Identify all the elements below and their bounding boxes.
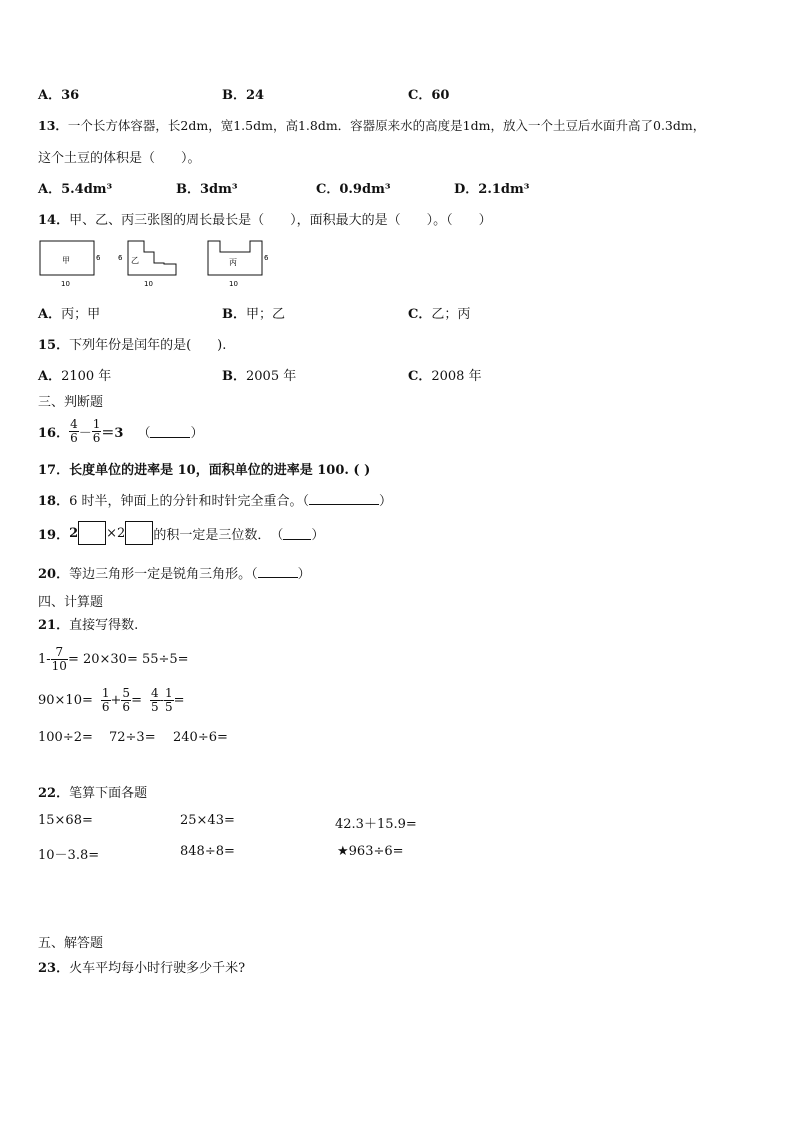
q21-row-3-item-2: 72÷3=	[109, 730, 156, 745]
q15-option-b: B．2005 年	[222, 369, 297, 384]
q19: 19． 2 ×2 的积一定是三位数． （ ）	[38, 521, 324, 545]
q22-row2-item1: 10－3.8=	[38, 848, 100, 863]
figure-jia-width: 10	[61, 280, 70, 288]
q16-fraction-1: $\frac{4}{6}$	[70, 416, 78, 445]
q22-row2-item3: ★963÷6=	[337, 844, 404, 859]
q13-option-b: B．3dm³	[176, 182, 238, 197]
q13-option-d: D．2.1dm³	[454, 182, 530, 197]
q17-text: 17．长度单位的进率是 10，面积单位的进率是 100. ( )	[38, 463, 371, 478]
q16-number: 16．	[38, 425, 70, 441]
figure-jia-label: 甲	[62, 256, 70, 265]
q16-result: ＝3	[101, 425, 124, 441]
q22-row1-item3: 42.3＋15.9=	[335, 817, 417, 832]
figure-yi-height: 6	[118, 254, 123, 262]
q14-option-c: C．乙；丙	[408, 307, 471, 322]
q21-row-3-item-1: 100÷2=	[38, 730, 93, 745]
q22-title: 22．笔算下面各题	[38, 786, 148, 801]
figure-jia	[40, 241, 101, 288]
q21-fraction-4-5: $\frac{4}{5}$	[150, 685, 159, 714]
figure-bing-height: 6	[264, 254, 269, 262]
q22-row1-item2: 25×43=	[180, 813, 235, 828]
q14-option-a: A．丙；甲	[38, 307, 101, 322]
q21-row-1: 1- $\frac{7}{10}$ = 20×30= 55÷5=	[38, 644, 189, 673]
q15-text: 15．下列年份是闰年的是( ).	[38, 338, 227, 353]
q13-text-line2: 这个土豆的体积是（ ）。	[38, 151, 201, 166]
q13-text-line1: 13．一个长方体容器，长2dm，宽1.5dm，高1.8dm．容器原来水的高度是1dm，放入一个土豆后水面升高了0.3dm，	[38, 118, 706, 133]
q22-row2-item2: 848÷8=	[180, 844, 235, 859]
q21-row-3-item-3: 240÷6=	[173, 730, 228, 745]
q14-option-b: B．甲；乙	[222, 307, 286, 322]
q16-minus: －	[78, 425, 92, 441]
q22-row1-item1: 15×68=	[38, 813, 93, 828]
q13-option-a: A．5.4dm³	[38, 182, 113, 197]
q19-digit-box-1[interactable]	[78, 521, 106, 545]
figure-yi-label: 乙	[131, 256, 139, 265]
q14-figures	[30, 236, 280, 292]
figure-jia-height: 6	[96, 254, 101, 262]
q21-fraction-5-6: $\frac{5}{6}$	[122, 685, 131, 714]
section-4-heading: 四、计算题	[38, 595, 104, 610]
q19-answer-blank[interactable]	[283, 527, 311, 540]
q21-row-2: 90×10= $\frac{1}{6}$ + $\frac{5}{6}$ = $\frac{4}{5}$ - $\frac{1}{5}$ =	[38, 685, 185, 714]
section-5-heading: 五、解答题	[38, 936, 104, 951]
q23-text: 23．火车平均每小时行驶多少千米?	[38, 961, 246, 976]
section-3-heading: 三、判断题	[38, 395, 104, 410]
q21-fraction-7-10: $\frac{7}{10}$	[51, 644, 67, 673]
q16-answer-blank[interactable]	[150, 425, 190, 438]
figure-bing	[208, 241, 269, 288]
q18-answer-blank[interactable]	[309, 492, 379, 505]
figure-yi-width: 10	[144, 280, 153, 288]
q12-option-c: C．60	[408, 88, 450, 103]
q21-fraction-1-6: $\frac{1}{6}$	[101, 685, 110, 714]
figure-yi	[118, 241, 176, 288]
q19-digit-box-2[interactable]	[125, 521, 153, 545]
q20-answer-blank[interactable]	[258, 565, 298, 578]
q21-fraction-1-5: $\frac{1}{5}$	[165, 685, 173, 714]
q12-option-b: B．24	[222, 88, 265, 103]
figure-bing-label: 丙	[229, 258, 237, 267]
q21-title: 21．直接写得数.	[38, 618, 139, 633]
q15-option-c: C．2008 年	[408, 369, 482, 384]
figure-bing-width: 10	[229, 280, 238, 288]
q13-option-c: C．0.9dm³	[316, 182, 391, 197]
q15-option-a: A．2100 年	[38, 369, 112, 384]
q14-text: 14．甲、乙、丙三张图的周长最长是（ ），面积最大的是（ ）。（ ）	[38, 213, 492, 228]
q16: 16． $\frac{4}{6}$ － $\frac{1}{6}$ ＝3 （ ）	[38, 416, 204, 445]
q16-fraction-2: $\frac{1}{6}$	[92, 416, 101, 445]
q18-text: 18．6 时半，钟面上的分针和时针完全重合。（ ）	[38, 494, 393, 509]
q20-text: 20．等边三角形一定是锐角三角形。（ ）	[38, 567, 311, 582]
q12-option-a: A．36	[38, 88, 80, 103]
